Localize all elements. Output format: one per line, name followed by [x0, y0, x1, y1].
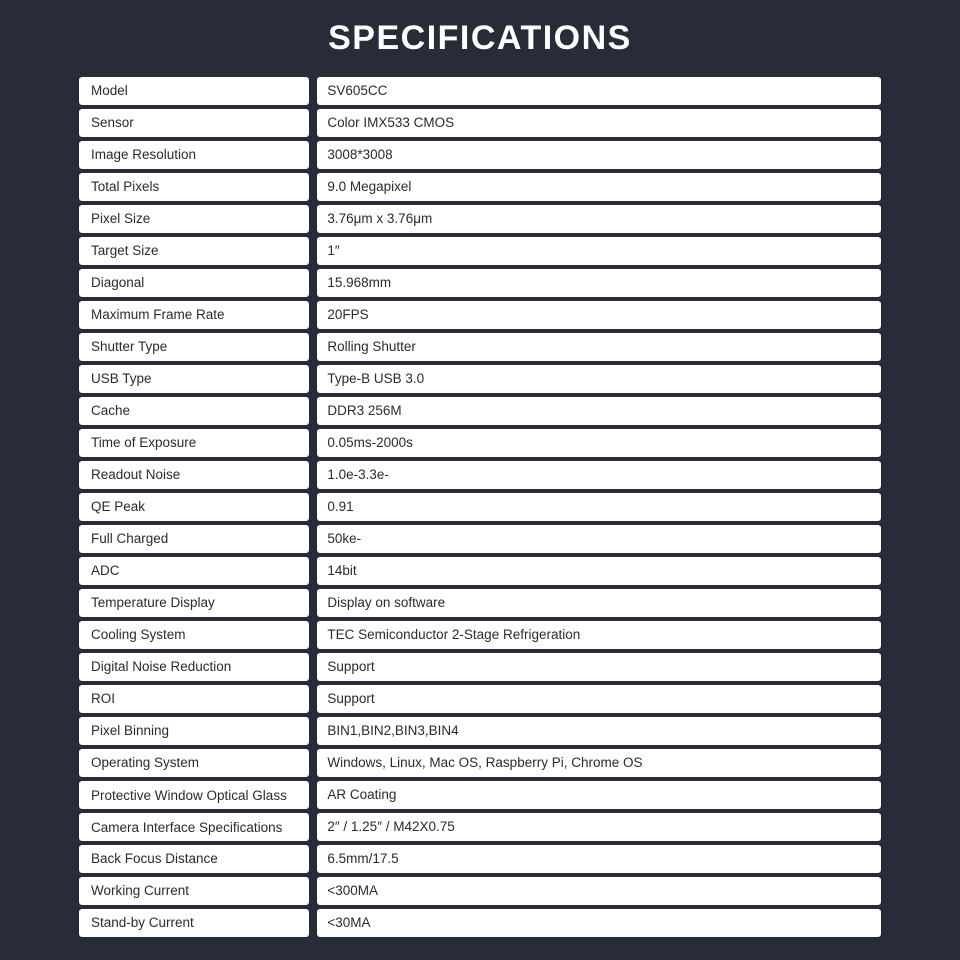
table-row: [79, 493, 881, 521]
column-gap: [309, 397, 317, 425]
spec-label: Operating System: [79, 749, 309, 777]
table-row: [79, 141, 881, 169]
table-row: [79, 333, 881, 361]
spec-value: BIN1,BIN2,BIN3,BIN4: [317, 717, 881, 745]
column-gap: [309, 589, 317, 617]
spec-value: 0.05ms-2000s: [317, 429, 881, 457]
column-gap: [309, 237, 317, 265]
spec-value: Color IMX533 CMOS: [317, 109, 881, 137]
spec-label: Stand-by Current: [79, 909, 309, 937]
table-row: [79, 269, 881, 297]
column-gap: [309, 301, 317, 329]
spec-value: 3.76μm x 3.76μm: [317, 205, 881, 233]
column-gap: [309, 845, 317, 873]
spec-label: Pixel Size: [79, 205, 309, 233]
column-gap: [309, 621, 317, 649]
spec-label: Time of Exposure: [79, 429, 309, 457]
spec-label: Working Current: [79, 877, 309, 905]
page-title: SPECIFICATIONS: [328, 19, 632, 57]
column-gap: [309, 365, 317, 393]
table-row: [79, 77, 881, 105]
spec-label: ADC: [79, 557, 309, 585]
table-row: [79, 109, 881, 137]
column-gap: [309, 141, 317, 169]
column-gap: [309, 461, 317, 489]
spec-label: USB Type: [79, 365, 309, 393]
table-row: [79, 845, 881, 873]
spec-label: Maximum Frame Rate: [79, 301, 309, 329]
spec-value: 6.5mm/17.5: [317, 845, 881, 873]
column-gap: [309, 269, 317, 297]
spec-label: Readout Noise: [79, 461, 309, 489]
table-row: [79, 173, 881, 201]
column-gap: [309, 333, 317, 361]
spec-value: <300MA: [317, 877, 881, 905]
spec-value: Windows, Linux, Mac OS, Raspberry Pi, Chrome OS: [317, 749, 881, 777]
spec-label: Cooling System: [79, 621, 309, 649]
specifications-table-body: [79, 77, 881, 937]
spec-label: Pixel Binning: [79, 717, 309, 745]
column-gap: [309, 813, 317, 841]
table-row: [79, 557, 881, 585]
spec-label: QE Peak: [79, 493, 309, 521]
spec-value: SV605CC: [317, 77, 881, 105]
table-row: [79, 205, 881, 233]
spec-value: 9.0 Megapixel: [317, 173, 881, 201]
spec-value: 15.968mm: [317, 269, 881, 297]
column-gap: [309, 493, 317, 521]
table-row: [79, 621, 881, 649]
column-gap: [309, 429, 317, 457]
spec-label: Model: [79, 77, 309, 105]
table-row: [79, 397, 881, 425]
spec-label: Target Size: [79, 237, 309, 265]
spec-label: Camera Interface Specifications: [79, 813, 309, 841]
spec-label: Diagonal: [79, 269, 309, 297]
table-row: [79, 685, 881, 713]
table-row: [79, 717, 881, 745]
spec-label: Temperature Display: [79, 589, 309, 617]
column-gap: [309, 77, 317, 105]
table-row: [79, 749, 881, 777]
spec-value: 50ke-: [317, 525, 881, 553]
spec-value: AR Coating: [317, 781, 881, 809]
specifications-table: [79, 73, 881, 941]
table-row: [79, 813, 881, 841]
table-row: [79, 525, 881, 553]
table-row: [79, 429, 881, 457]
column-gap: [309, 653, 317, 681]
table-row: [79, 653, 881, 681]
column-gap: [309, 557, 317, 585]
table-row: [79, 589, 881, 617]
spec-value: Type-B USB 3.0: [317, 365, 881, 393]
spec-value: 1″: [317, 237, 881, 265]
table-row: [79, 237, 881, 265]
column-gap: [309, 205, 317, 233]
spec-label: Shutter Type: [79, 333, 309, 361]
column-gap: [309, 173, 317, 201]
spec-label: Protective Window Optical Glass: [79, 781, 309, 809]
spec-value: Rolling Shutter: [317, 333, 881, 361]
spec-value: 0.91: [317, 493, 881, 521]
table-row: [79, 909, 881, 937]
spec-value: <30MA: [317, 909, 881, 937]
spec-label: Total Pixels: [79, 173, 309, 201]
spec-value: TEC Semiconductor 2-Stage Refrigeration: [317, 621, 881, 649]
spec-label: Full Charged: [79, 525, 309, 553]
spec-value: Display on software: [317, 589, 881, 617]
column-gap: [309, 109, 317, 137]
column-gap: [309, 781, 317, 809]
spec-value: Support: [317, 685, 881, 713]
spec-value: 1.0e-3.3e-: [317, 461, 881, 489]
spec-value: 20FPS: [317, 301, 881, 329]
table-row: [79, 365, 881, 393]
spec-label: Back Focus Distance: [79, 845, 309, 873]
spec-value: 2″ / 1.25″ / M42X0.75: [317, 813, 881, 841]
column-gap: [309, 909, 317, 937]
column-gap: [309, 717, 317, 745]
spec-value: Support: [317, 653, 881, 681]
column-gap: [309, 685, 317, 713]
spec-label: ROI: [79, 685, 309, 713]
spec-value: 3008*3008: [317, 141, 881, 169]
table-row: [79, 877, 881, 905]
column-gap: [309, 877, 317, 905]
spec-label: Image Resolution: [79, 141, 309, 169]
column-gap: [309, 749, 317, 777]
table-row: [79, 461, 881, 489]
spec-value: 14bit: [317, 557, 881, 585]
table-row: [79, 781, 881, 809]
spec-label: Digital Noise Reduction: [79, 653, 309, 681]
spec-value: DDR3 256M: [317, 397, 881, 425]
spec-label: Cache: [79, 397, 309, 425]
column-gap: [309, 525, 317, 553]
spec-label: Sensor: [79, 109, 309, 137]
table-row: [79, 301, 881, 329]
